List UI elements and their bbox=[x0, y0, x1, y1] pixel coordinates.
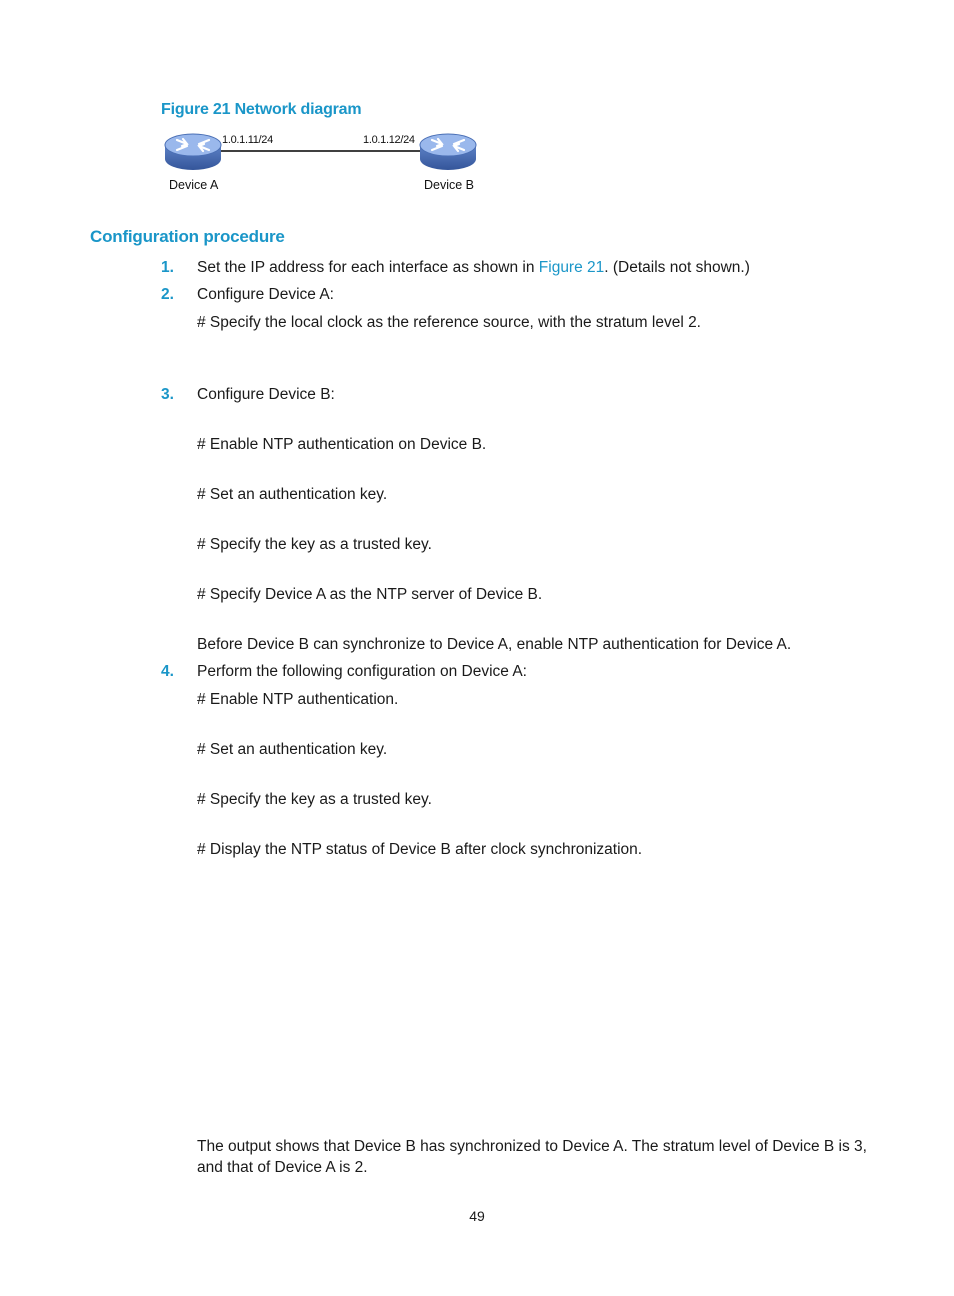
router-icon bbox=[163, 131, 223, 173]
router-icon bbox=[418, 131, 478, 173]
step-number: 3. bbox=[161, 386, 174, 403]
step-text-part: . (Details not shown.) bbox=[604, 259, 750, 276]
conclusion-line: The output shows that Device B has synchronized to Device A. The stratum level of Device B is 3, bbox=[197, 1138, 867, 1155]
device-b-ip: 1.0.1.12/24 bbox=[363, 134, 415, 146]
step-number: 4. bbox=[161, 663, 174, 680]
step-note: # Specify the key as a trusted key. bbox=[197, 791, 432, 808]
step-note: # Specify the key as a trusted key. bbox=[197, 536, 432, 553]
step-note: # Set an authentication key. bbox=[197, 486, 388, 503]
step-text-part: Set the IP address for each interface as shown in bbox=[197, 259, 539, 276]
step-text bbox=[197, 259, 750, 277]
step-number: 1. bbox=[161, 259, 174, 276]
step-text: Perform the following configuration on Device A: bbox=[197, 663, 527, 680]
step-note: # Display the NTP status of Device B after clock synchronization. bbox=[197, 841, 643, 858]
step-note: # Enable NTP authentication. bbox=[197, 691, 399, 708]
step-text: Configure Device A: bbox=[197, 286, 334, 303]
step-note: # Set an authentication key. bbox=[197, 741, 388, 758]
step-note: # Specify the local clock as the reference source, with the stratum level 2. bbox=[197, 314, 701, 331]
device-a-ip: 1.0.1.11/24 bbox=[222, 134, 273, 146]
device-a-label: Device A bbox=[169, 178, 219, 192]
figure-caption: Figure 21 Network diagram bbox=[161, 101, 362, 118]
step-note: # Specify Device A as the NTP server of Device B. bbox=[197, 586, 543, 603]
page-number: 49 bbox=[469, 1208, 485, 1224]
section-heading: Configuration procedure bbox=[90, 227, 285, 246]
step-note: # Enable NTP authentication on Device B. bbox=[197, 436, 487, 453]
device-b-label: Device B bbox=[424, 178, 475, 192]
step-note: Before Device B can synchronize to Device A, enable NTP authentication for Device A. bbox=[197, 636, 792, 653]
step-text: Configure Device B: bbox=[197, 386, 335, 403]
step-number: 2. bbox=[161, 286, 174, 303]
figure-link[interactable]: Figure 21 bbox=[538, 259, 605, 276]
conclusion-line: and that of Device A is 2. bbox=[197, 1159, 368, 1176]
